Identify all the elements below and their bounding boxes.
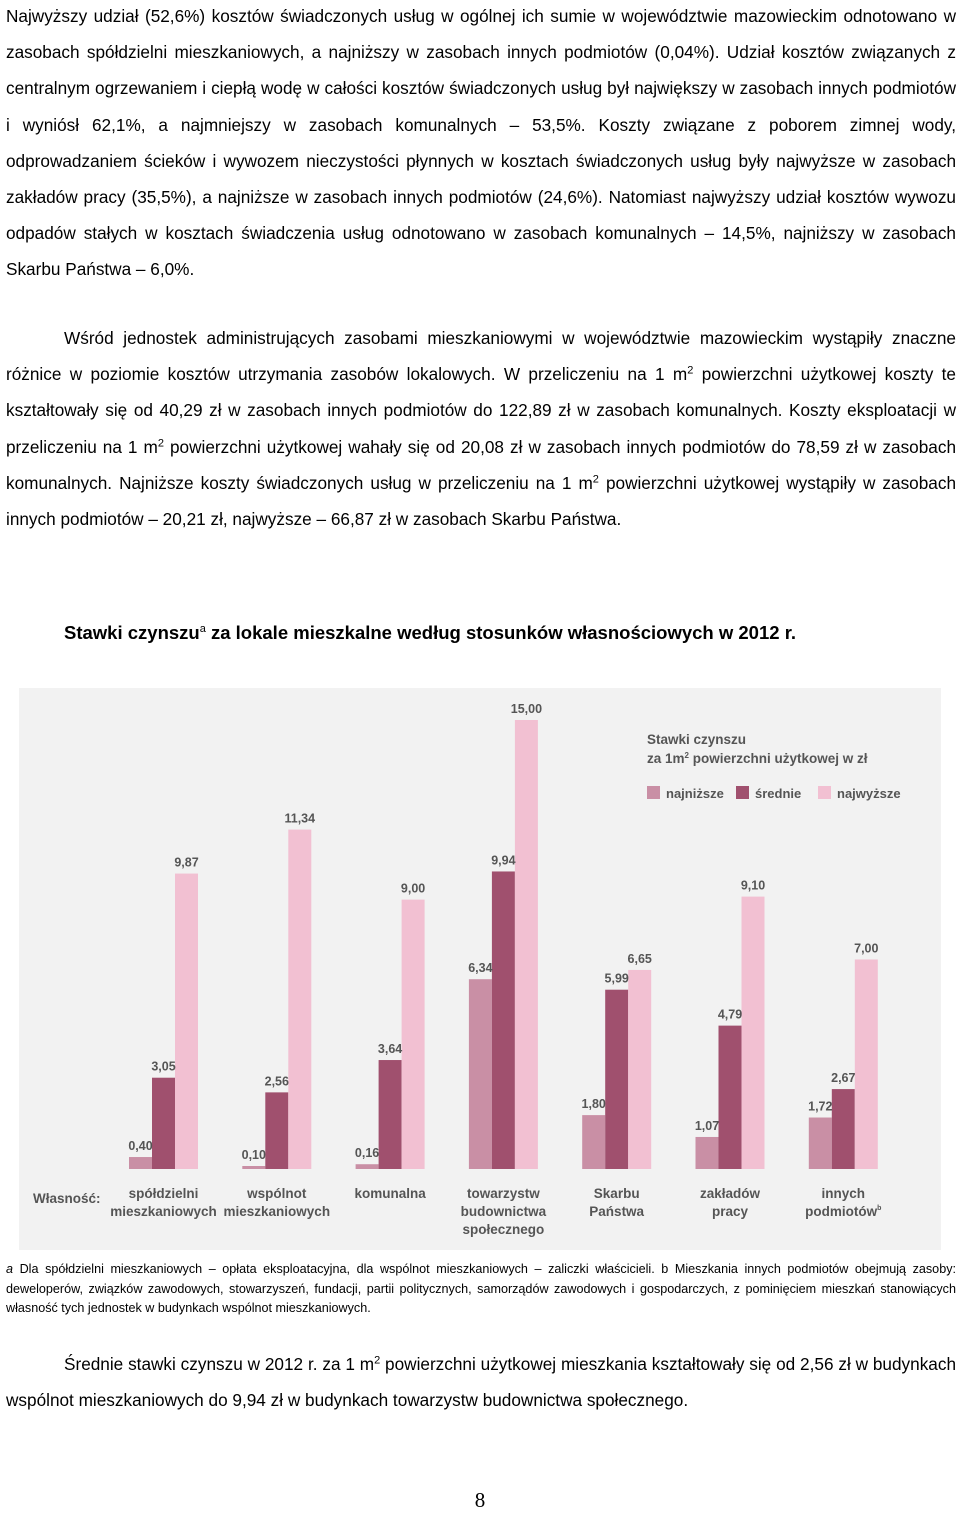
bar-najwyższe-1: [288, 830, 311, 1169]
value-label-najwyższe-1: 11,34: [284, 811, 316, 826]
text-segment: powierzchni użytkowej wystąpiły w zasobach innych podmiotów – 20,21 zł, najwyższe – 66,87 zł w zasobach Skarbu Państwa.: [6, 472, 957, 530]
value-label-najwyższe-2: 9,00: [400, 881, 426, 896]
text-segment: powierzchni użytkowej wahały się od 20,08 zł w zasobach innych podmiotów do 78,59 zł w zasobach komunalnych. Najniższe koszty świadczonych usług w przeliczeniu na 1 m: [6, 436, 956, 493]
bar-średnie-3: [492, 871, 515, 1169]
value-label-najniższe-2: 0,16: [354, 1146, 380, 1161]
chart-legend: [647, 786, 901, 801]
bar-najwyższe-5: [742, 897, 765, 1169]
bar-najniższe-6: [809, 1118, 832, 1169]
text-segment: Wśród jednostek administrujących zasobami mieszkaniowymi w województwie mazowieckim wystąpiły znaczne różnice w poziomie kosztów utrzymania zasobów lokalowych. W przeliczeniu na 1 m: [6, 328, 956, 385]
category-footnote-mark: b: [877, 1205, 882, 1212]
value-label-średnie-2: 3,64: [377, 1042, 403, 1057]
legend-swatch-średnie: [736, 786, 749, 799]
subtitle-part: powierzchni użytkowej w zł: [688, 751, 868, 766]
value-label-najniższe-1: 0,10: [241, 1148, 266, 1163]
text-segment: powierzchni użytkowej koszty te kształtowały się od 40,29 zł w zasobach innych podmiotów do 122,89 zł w zasobach komunalnych. Koszty eksploatacji w przeliczeniu na 1 m: [6, 364, 956, 457]
category-label-4: Skarbu: [593, 1186, 640, 1201]
category-label-6: podmiotów$^b$: [805, 1204, 882, 1219]
text-segment: Średnie stawki czynszu w 2012 r. za 1 m: [64, 1354, 375, 1374]
value-label-średnie-0: 3,05: [151, 1059, 176, 1074]
category-label-2: komunalna: [354, 1186, 426, 1201]
bar-najniższe-5: [696, 1137, 719, 1169]
figure-title-text-rest: za lokale mieszkalne według stosunków własnościowych w 2012 r.: [205, 622, 797, 643]
bar-najwyższe-4: [628, 970, 651, 1169]
bar-najwyższe-0: [175, 874, 198, 1169]
category-label-1: wspólnot: [247, 1186, 307, 1201]
superscript: 2: [374, 1354, 381, 1367]
paragraph-average-rent: [6, 1346, 956, 1418]
value-label-najniższe-0: 0,40: [128, 1139, 153, 1154]
value-label-najniższe-6: 1,72: [808, 1099, 833, 1114]
legend-swatch-najniższe: [647, 786, 660, 799]
bar-średnie-4: [605, 990, 628, 1169]
bar-najniższe-1: [242, 1166, 265, 1169]
category-label-0: spółdzielni: [128, 1186, 199, 1201]
footnote-b-text: b Mieszkania innych podmiotów obejmują zasoby: deweloperów, związków zawodowych, stowarzyszeń, fundacji, partii politycznych, samorządów zawodowych i gospodarczych, z pominięciem mieszkań stanowiących własność tych jednostek w budynkach wspólnot mieszkaniowych.: [6, 1262, 956, 1316]
figure-title-footnote-mark: a: [199, 622, 206, 635]
legend-label-najniższe: najniższe: [666, 786, 724, 801]
category-label-3: budownictwa: [460, 1204, 547, 1219]
paragraph-cost-differences: [6, 320, 956, 537]
value-label-średnie-1: 2,56: [264, 1074, 289, 1089]
subtitle-part: za 1m: [647, 751, 685, 766]
bar-najniższe-4: [582, 1115, 605, 1169]
text-segment: powierzchni użytkowej mieszkania kształtowały się od 2,56 zł w budynkach wspólnot mieszkaniowych do 9,94 zł w budynkach towarzystw budownictwa społecznego.: [6, 1354, 956, 1411]
footnote-a-text: Dla spółdzielni mieszkaniowych – opłata eksploatacyjna, dla wspólnot mieszkaniowych – zaliczki właścicieli.: [13, 1262, 662, 1276]
bar-najniższe-2: [356, 1164, 379, 1169]
superscript: 2: [157, 436, 164, 449]
category-label-4: Państwa: [589, 1204, 645, 1219]
subtitle-superscript: 2: [684, 751, 689, 760]
category-label-0: mieszkaniowych: [110, 1204, 217, 1219]
value-label-najniższe-5: 1,07: [694, 1118, 720, 1133]
category-label-5: zakładów: [699, 1186, 761, 1201]
legend-label-średnie: średnie: [755, 786, 802, 801]
value-label-najniższe-3: 6,34: [468, 961, 493, 976]
value-label-najwyższe-4: 6,65: [627, 951, 652, 966]
paragraph-costs-share: Najwyższy udział (52,6%) kosztów świadczonych usług w ogólnej ich sumie w województwie mazowieckim odnotowano w zasobach spółdzielni mieszkaniowych, a najniższy w zasobach innych podmiotów (0,04%). Udział kosztów związanych z centralnym ogrzewaniem i ciepłą wodę w całości kosztów świadczonych usług był największy w zasobach innych podmiotów i wyniósł 62,1%, a najmniejszy w zasobach komunalnych – 53,5%. Koszty związane z poborem zimnej wody, odprowadzaniem ścieków i wywozem nieczystości płynnych w kosztach świadczonych usług były najwyższe w zasobach zakładów pracy (35,5%), a najniższe w zasobach innych podmiotów (24,6%). Natomiast najwyższy udział kosztów wywozu odpadów stałych w kosztach świadczenia usług odnotowano w zasobach komunalnych – 14,5%, najniższy w zasobach Skarbu Państwa – 6,0%.: [6, 6, 956, 280]
category-label-1: mieszkaniowych: [223, 1204, 331, 1219]
bar-średnie-6: [832, 1089, 855, 1169]
value-label-najwyższe-3: 15,00: [510, 702, 543, 716]
footnote-mark-a: a: [6, 1262, 14, 1276]
bar-najniższe-0: [129, 1157, 152, 1169]
bar-średnie-0: [152, 1078, 175, 1169]
category-label-3: społecznego: [462, 1222, 545, 1237]
bar-najwyższe-6: [855, 959, 878, 1169]
bar-najniższe-3: [469, 979, 492, 1169]
value-label-najniższe-4: 1,80: [581, 1097, 606, 1112]
value-label-średnie-4: 5,99: [604, 971, 629, 986]
category-labels-layer: [110, 1186, 881, 1237]
bar-średnie-1: [265, 1092, 288, 1169]
rent-chart: [19, 688, 941, 1250]
legend-label-najwyższe: najwyższe: [837, 786, 901, 801]
value-label-najwyższe-6: 7,00: [854, 941, 879, 956]
value-label-najwyższe-0: 9,87: [174, 855, 199, 870]
bar-najwyższe-2: [402, 900, 425, 1169]
value-label-najwyższe-5: 9,10: [740, 878, 766, 893]
figure-title: [64, 622, 796, 644]
rent-chart-svg: [19, 688, 941, 1250]
value-label-średnie-6: 2,67: [831, 1071, 856, 1086]
category-label-6: innych: [821, 1186, 866, 1201]
figure-footnote: [6, 1260, 956, 1319]
superscript: 2: [687, 364, 694, 377]
category-label-3: towarzystw: [467, 1186, 540, 1201]
figure-title-text: Stawki czynszu: [64, 622, 200, 643]
chart-inner-title: Stawki czynszu: [647, 732, 747, 747]
value-label-średnie-5: 4,79: [717, 1007, 743, 1022]
x-axis-label: Własność:: [33, 1191, 101, 1206]
superscript: 2: [592, 473, 599, 486]
bar-najwyższe-3: [515, 720, 538, 1169]
page-number: 8: [474, 1488, 486, 1512]
value-label-średnie-3: 9,94: [491, 853, 516, 868]
bar-średnie-2: [379, 1060, 402, 1169]
bar-średnie-5: [719, 1026, 742, 1169]
legend-swatch-najwyższe: [818, 786, 831, 799]
category-label-5: pracy: [711, 1204, 749, 1219]
chart-inner-subtitle: [647, 751, 868, 766]
